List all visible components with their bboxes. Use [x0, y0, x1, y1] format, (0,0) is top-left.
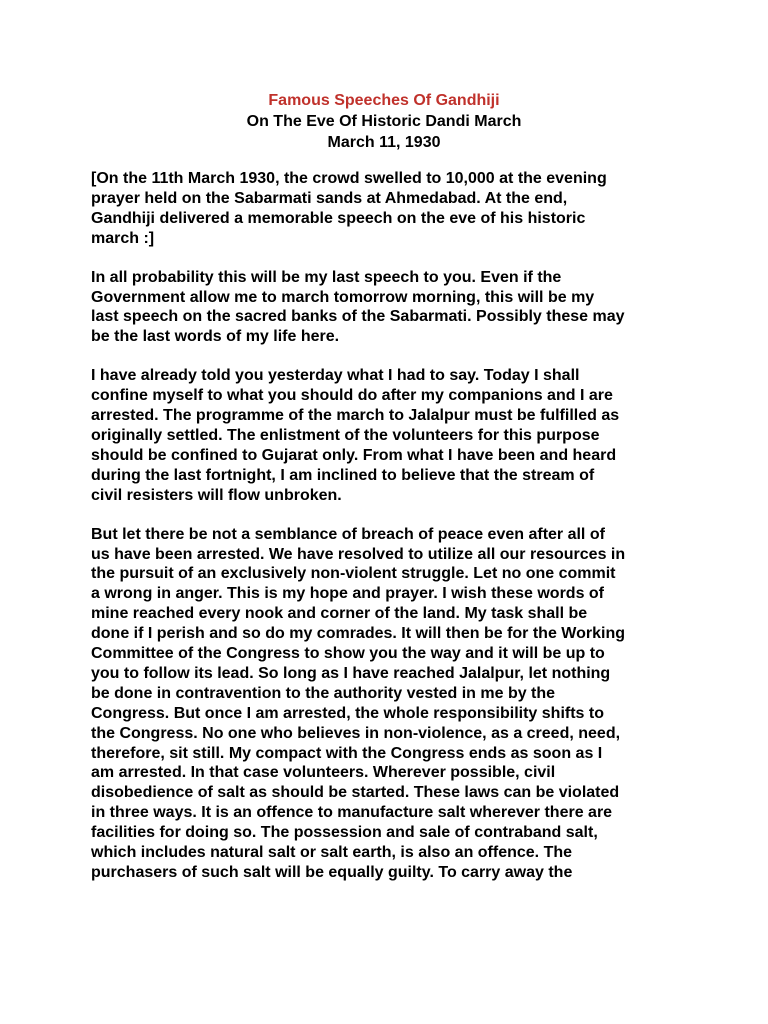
paragraph-4 — [91, 525, 681, 883]
paragraph-line: civil resisters will flow unbroken. — [91, 486, 342, 504]
paragraph-line: march :] — [91, 229, 155, 247]
paragraph-line: be the last words of my life here. — [91, 328, 340, 346]
paragraph-line: facilities for doing so. The possession and sale of contraband salt, — [91, 824, 598, 842]
paragraph-line: during the last fortnight, I am inclined to believe that the stream of — [91, 466, 595, 484]
paragraph-line: Congress. But once I am arrested, the whole responsibility shifts to — [91, 704, 604, 722]
paragraph-line: [On the 11th March 1930, the crowd swelled to 10,000 at the evening — [91, 170, 607, 187]
paragraph-line: should be confined to Gujarat only. From what I have been and heard — [91, 446, 617, 464]
paragraph-line: you to follow its lead. So long as I have reached Jalalpur, let nothing — [91, 664, 611, 682]
paragraph-line: which includes natural salt or salt earth, is also an offence. The — [91, 844, 573, 862]
paragraph-line: am arrested. In that case volunteers. Wherever possible, civil — [91, 764, 556, 782]
paragraph-line: the Congress. No one who believes in non-violence, as a creed, need, — [91, 724, 621, 742]
paragraph-3 — [91, 366, 681, 505]
paragraph-line: therefore, sit still. My compact with the Congress ends as soon as I — [91, 744, 603, 762]
paragraph-line: a wrong in anger. This is my hope and prayer. I wish these words of — [91, 585, 605, 603]
paragraph-line: But let there be not a semblance of breach of peace even after all of — [91, 525, 605, 543]
paragraph-line: the pursuit of an exclusively non-violent struggle. Let no one commit — [91, 565, 616, 583]
paragraph-line: Government allow me to march tomorrow morning, this will be my — [91, 288, 595, 306]
paragraph-line: in three ways. It is an offence to manufacture salt wherever there are — [91, 804, 613, 822]
paragraph-line: arrested. The programme of the march to Jalalpur must be fulfilled as — [91, 407, 620, 425]
paragraph-line: us have been arrested. We have resolved to utilize all our resources in — [91, 545, 626, 563]
document-body — [91, 169, 681, 902]
document-subtitle: On The Eve Of Historic Dandi March — [246, 113, 522, 130]
paragraph-line: originally settled. The enlistment of the volunteers for this purpose — [91, 426, 600, 444]
document-title: Famous Speeches Of Gandhiji — [268, 92, 500, 109]
paragraph-line: prayer held on the Sabarmati sands at Ahmedabad. At the end, — [91, 189, 568, 207]
paragraph-line: In all probability this will be my last speech to you. Even if the — [91, 268, 562, 286]
paragraph-line: I have already told you yesterday what I had to say. Today I shall — [91, 367, 580, 385]
paragraph-1 — [91, 169, 681, 249]
paragraph-line: done if I perish and so do my comrades. It will then be for the Working — [91, 625, 625, 643]
document-date: March 11, 1930 — [327, 134, 441, 151]
paragraph-line: mine reached every nook and corner of the land. My task shall be — [91, 605, 588, 623]
paragraph-2 — [91, 268, 681, 348]
paragraph-line: last speech on the sacred banks of the Sabarmati. Possibly these may — [91, 308, 625, 326]
paragraph-line: confine myself to what you should do after my companions and I are — [91, 387, 613, 405]
document-header — [0, 90, 768, 153]
paragraph-line: Committee of the Congress to show you the way and it will be up to — [91, 645, 605, 663]
paragraph-line: disobedience of salt as should be started. These laws can be violated — [91, 784, 620, 802]
paragraph-line: purchasers of such salt will be equally guilty. To carry away the — [91, 864, 573, 881]
paragraph-line: be done in contravention to the authority vested in me by the — [91, 684, 556, 702]
paragraph-line: Gandhiji delivered a memorable speech on the eve of his historic — [91, 209, 586, 227]
